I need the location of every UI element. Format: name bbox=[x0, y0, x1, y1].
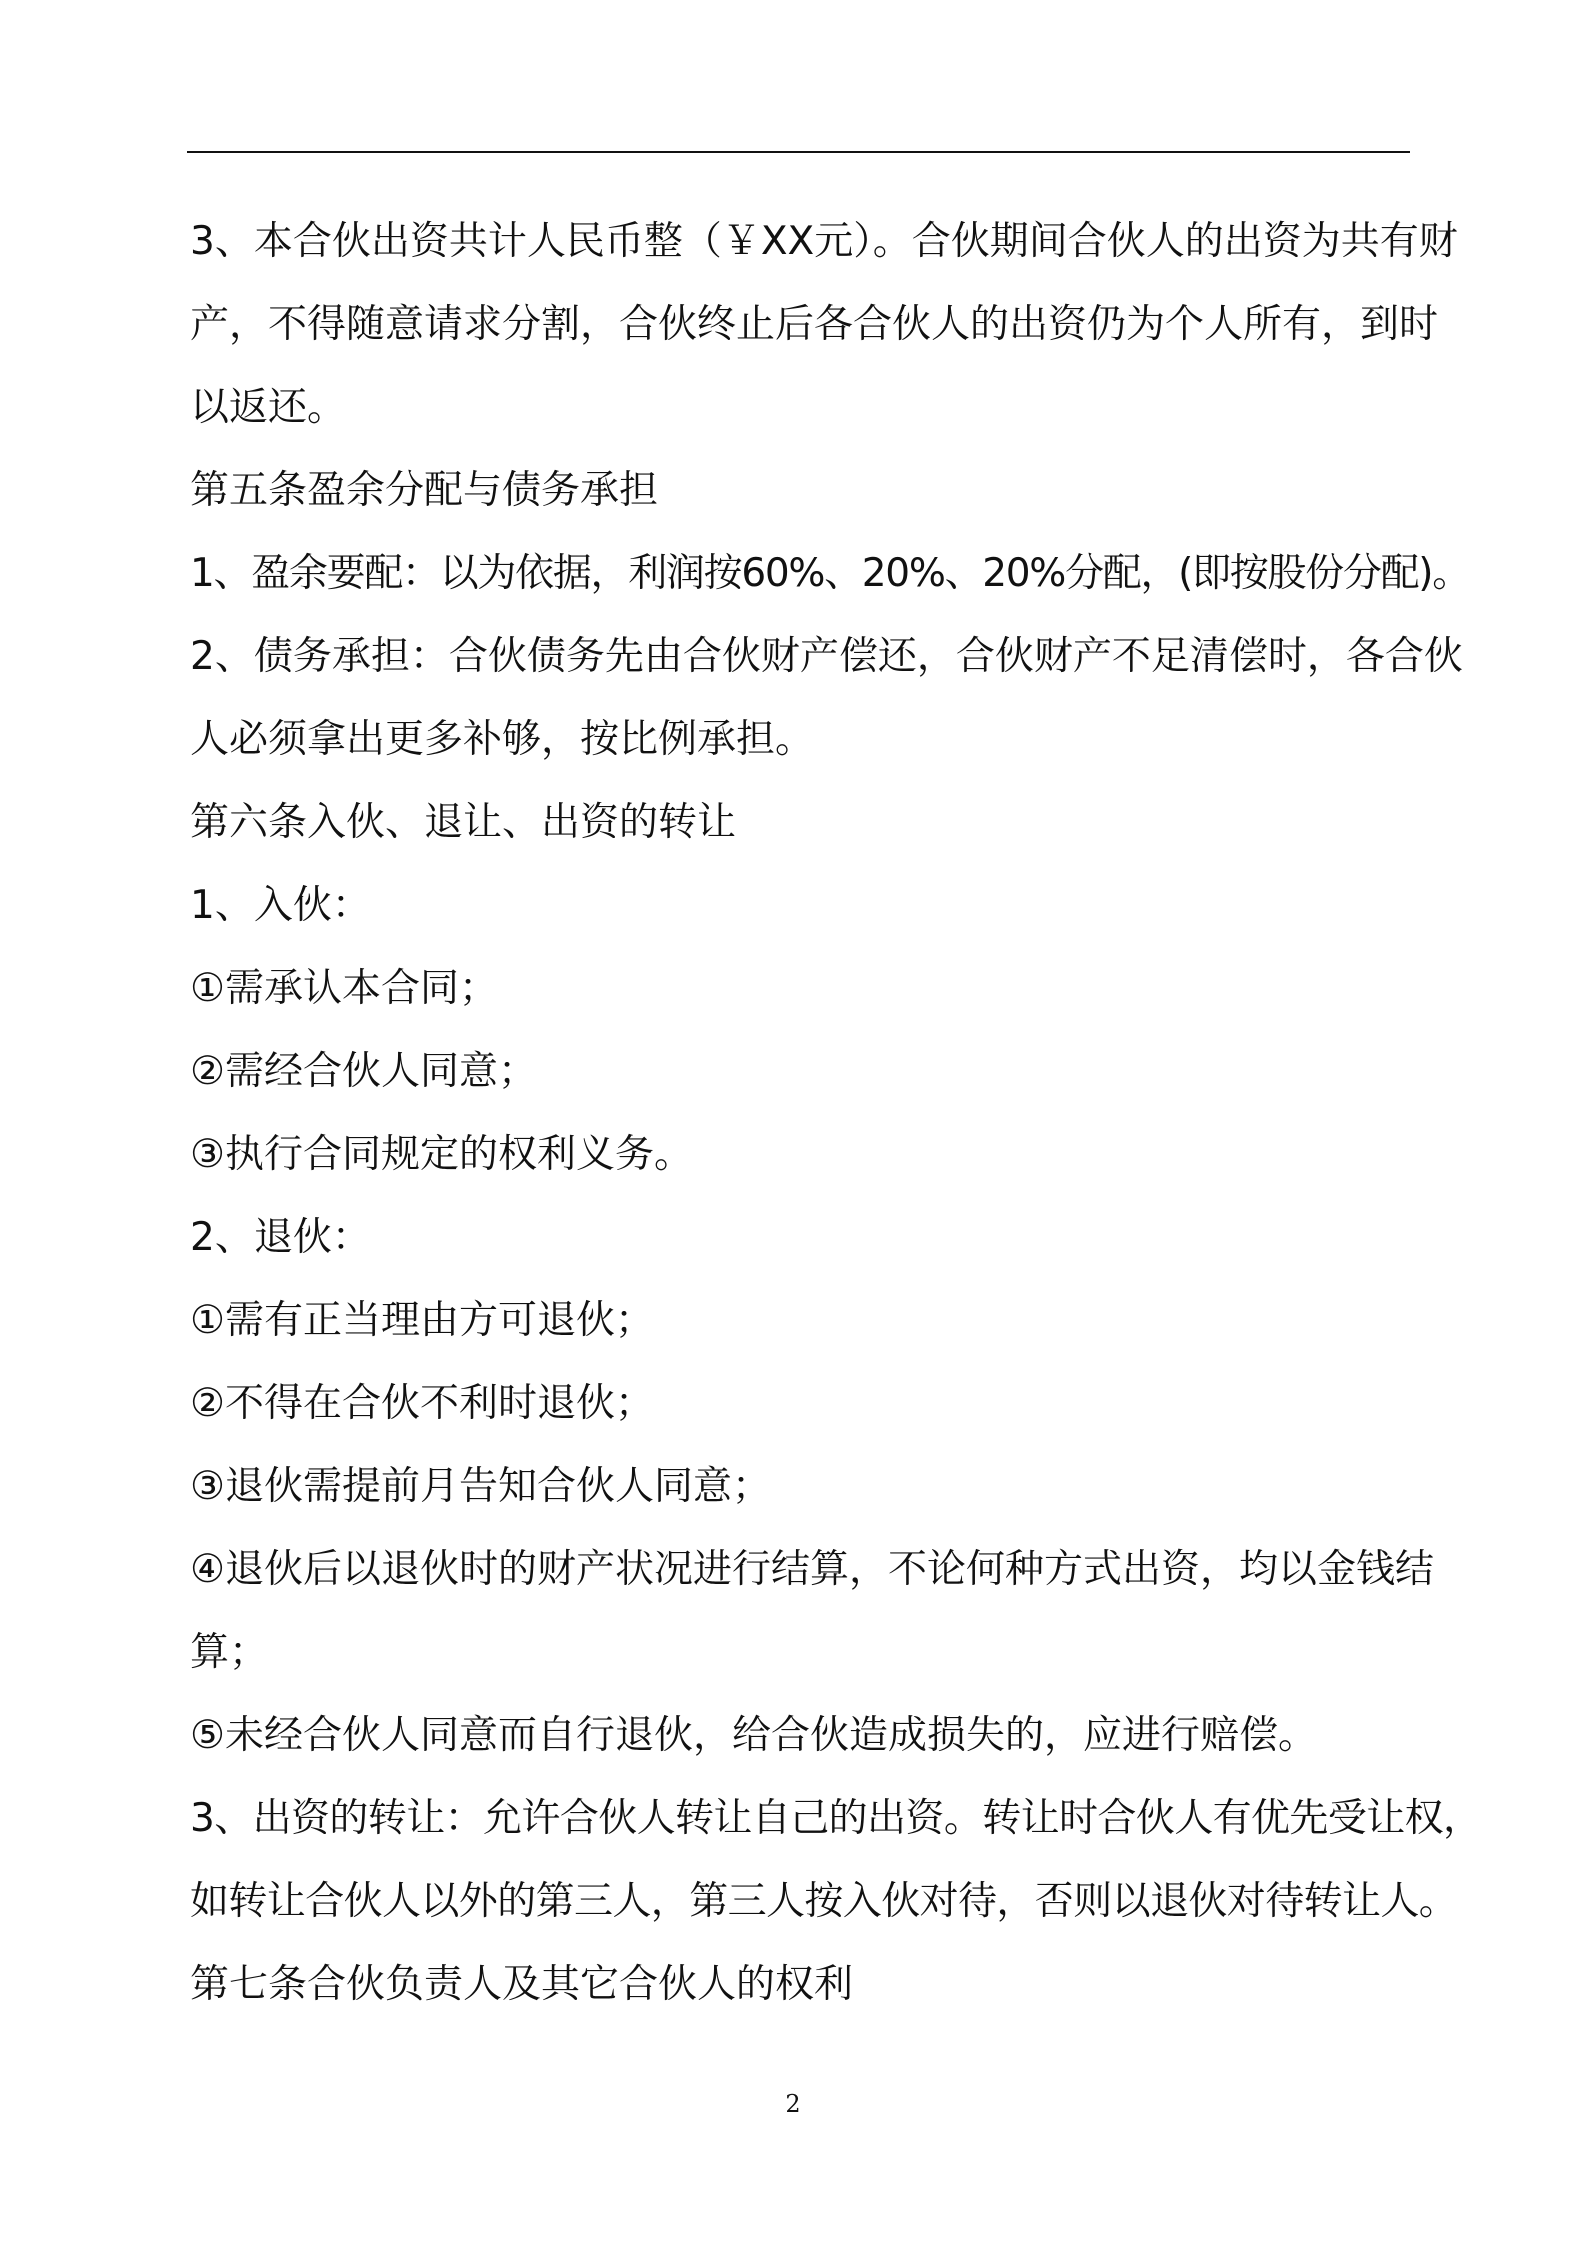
document-body bbox=[190, 200, 1482, 2026]
paragraph-line: 产，不得随意请求分割，合伙终止后各合伙人的出资仍为个人所有，到时 bbox=[190, 302, 1439, 347]
section-heading: 第六条入伙、退让、出资的转让 bbox=[190, 800, 737, 845]
list-item: ②不得在合伙不利时退伙； bbox=[190, 1381, 654, 1426]
header-rule bbox=[187, 151, 1410, 153]
list-item: ③退伙需提前月告知合伙人同意； bbox=[190, 1464, 771, 1509]
list-item: ②需经合伙人同意； bbox=[190, 1049, 537, 1094]
paragraph-line: 2、债务承担：合伙债务先由合伙财产偿还，合伙财产不足清偿时，各合伙 bbox=[190, 634, 1463, 679]
paragraph-line: 如转让合伙人以外的第三人，第三人按入伙对待，否则以退伙对待转让人。 bbox=[190, 1879, 1458, 1924]
page-number: 2 bbox=[785, 2090, 801, 2118]
list-item: ④退伙后以退伙时的财产状况进行结算，不论何种方式出资，均以金钱结 bbox=[190, 1547, 1434, 1592]
paragraph-line: 人必须拿出更多补够，按比例承担。 bbox=[190, 717, 815, 762]
list-item: ③执行合同规定的权利义务。 bbox=[190, 1132, 693, 1177]
list-item: ⑤未经合伙人同意而自行退伙，给合伙造成损失的，应进行赔偿。 bbox=[190, 1713, 1317, 1758]
paragraph-line: 3、出资的转让：允许合伙人转让自己的出资。转让时合伙人有优先受让权， bbox=[190, 1796, 1482, 1841]
section-heading: 第五条盈余分配与债务承担 bbox=[190, 468, 659, 513]
paragraph-line: 3、本合伙出资共计人民币整（￥XX元）。合伙期间合伙人的出资为共有财 bbox=[190, 219, 1458, 264]
section-heading: 第七条合伙负责人及其它合伙人的权利 bbox=[190, 1962, 854, 2007]
list-item: 算； bbox=[190, 1630, 269, 1675]
list-item: ①需有正当理由方可退伙； bbox=[190, 1298, 654, 1343]
list-item: ①需承认本合同； bbox=[190, 966, 498, 1011]
paragraph-line: 1、盈余要配：以为依据，利润按60%、20%、20%分配，(即按股份分配)。 bbox=[190, 551, 1470, 596]
list-heading: 2、退伙： bbox=[190, 1215, 371, 1260]
list-heading: 1、入伙： bbox=[190, 883, 371, 928]
paragraph-line: 以返还。 bbox=[190, 385, 347, 430]
